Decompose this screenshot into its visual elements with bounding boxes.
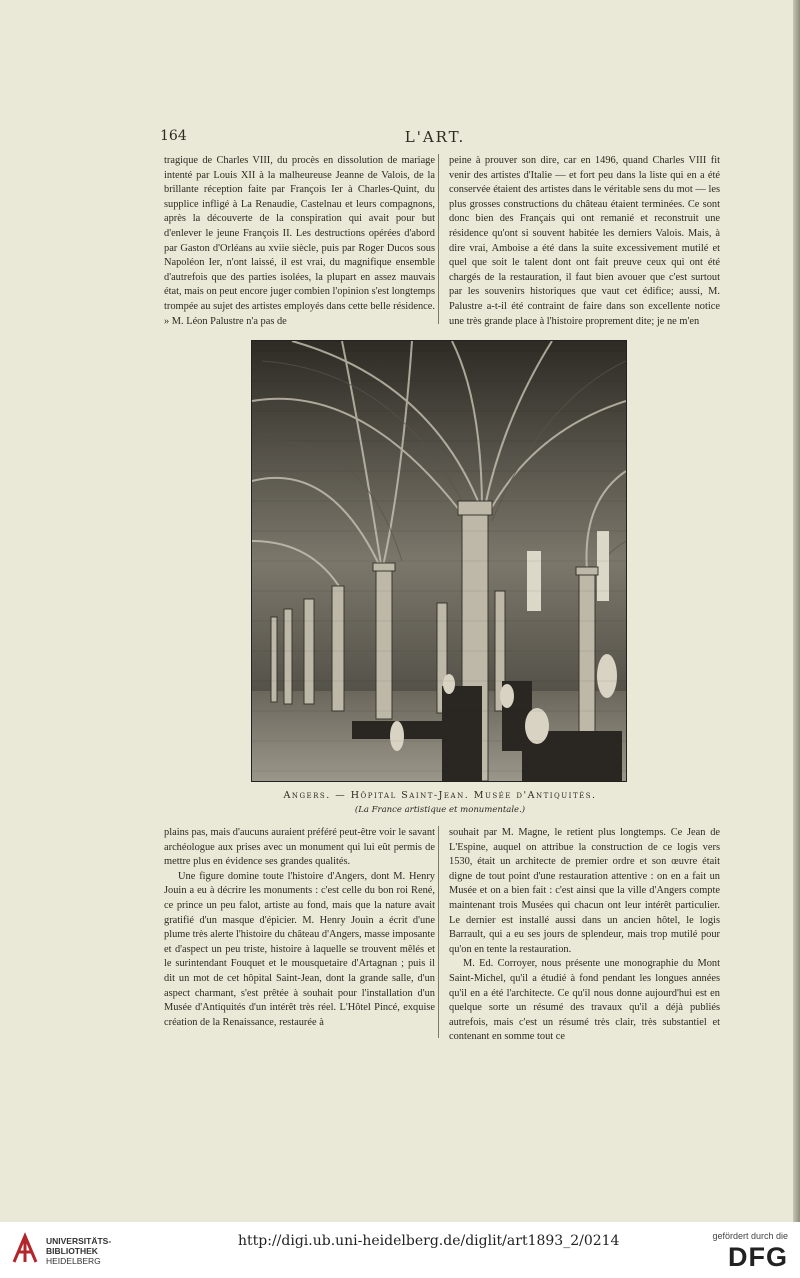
library-name-line: UNIVERSITÄTS- [46,1236,112,1246]
text-column-left-bottom [164,826,435,1030]
page-edge-shadow [793,0,800,1222]
university-library-logo-icon [10,1232,40,1266]
paragraph: souhait par M. Magne, le retient plus longtemps. Ce Jean de L'Espine, auquel on attribue la construction de ce logis vers 1530, était un architecte de premier ordre et son œuvre était digne de tout point d'une restauration attentive : on en a fait un Musée et on a bien fait : c'est ainsi que la ville d'Angers compte maintenant trois Musées qui chacun ont leur intérêt particulier. Le dernier est installé aussi dans un ancien hôtel, le logis Barrault, qui a eu ses jours de splendeur, mais trop mutilé pour qu'on en tente la restauration. [449,827,720,955]
column-divider [438,154,439,324]
footer-bar [0,1222,800,1278]
column-divider [438,826,439,1038]
text-column-left-top [164,154,435,329]
illustration-hospital-hall [251,340,627,782]
paragraph: tragique de Charles VIII, du procès en dissolution de mariage intenté par Louis XII à la malheureuse Jeanne de Valois, de la brillante réception faite par François Ier à Charles-Quint, du supplice infligé à La Renaudie, Castelnau et leurs compagnons, après la découverte de la conspiration qui avait pour but d'enlever le jeune François II. Les destructions opérées d'abord par Gaston d'Orléans au xviie siècle, puis par Roger Ducos sous Napoléon Ier, n'ont laissé, il est vrai, du magnifique ensemble d'autrefois que des parties isolées, la plupart en assez mauvais état, mais on peut encore juger combien l'opinion s'est longtemps trompée au sujet des artistes employés dans cette belle résidence. » M. Léon Palustre n'a pas de [164,155,435,327]
figure-caption: Angers. — Hôpital Saint-Jean. Musée d'Antiquités. [283,790,597,801]
dfg-logo: DFG [728,1242,788,1272]
engraving-image [252,341,626,781]
page-number: 164 [160,128,187,144]
digital-object-link[interactable]: http://digi.ub.uni-heidelberg.de/diglit/art1893_2/0214 [238,1233,620,1249]
paragraph: plains pas, mais d'aucuns auraient préféré peut-être voir le savant archéologue aux prises avec un monument qui lui eût permis de mettre plus en évidence ses grandes qualités. [164,827,435,868]
funding-label: gefördert durch die [712,1231,788,1241]
library-name-line: HEIDELBERG [46,1256,101,1266]
paragraph: M. Ed. Corroyer, nous présente une monographie du Mont Saint-Michel, qu'il a étudié à fond pendant les longues années qu'il en a été l'architecte. Ce qu'il nous donne aujourd'hui est en quelque sorte un résumé des travaux qu'il a déjà publiés autrefois, mais c'est un résumé très clair, très substantiel et contenant en somme tout ce [449,958,720,1043]
paragraph: Une figure domine toute l'histoire d'Angers, dont M. Henry Jouin a eu à décrire les monuments : c'est celle du bon roi René, ce prince un peu falot, artiste au fond, mais que la nature avait gratifié d'un masque d'épicier. M. Henry Jouin a écrit d'une plume très alerte l'histoire du château d'Angers, masse imposante et d'aspect un peu triste, histoire à laquelle se trouvent mêlés et le surintendant Fouquet et le mousquetaire d'Artagnan ; puis il dit un mot de cet hôpital Saint-Jean, dont la grande salle, d'un aspect charmant, s'est prêtée à souhait pour l'installation d'un Musée d'Antiquités d'un intérêt très réel. L'Hôtel Pincé, exquise création de la Renaissance, restaurée à [164,870,435,1028]
page-header [160,128,710,148]
figure-source: (La France artistique et monumentale.) [354,805,526,815]
text-column-right-bottom [449,826,720,1045]
library-name-line: BIBLIOTHEK [46,1246,98,1256]
library-name [46,1236,111,1266]
paragraph: peine à prouver son dire, car en 1496, quand Charles VIII fit venir des artistes d'Italie — et fort peu dans la liste qui en a été conservée étaient des artistes dans le véritable sens du mot — les plus grosses constructions du château étaient terminées. Ce sont donc bien des Français qui ont remanié et reconstruit une résidence qu'ont si souvent habitée les derniers Valois. Mais, à dire vrai, Amboise a été dans la suite excessivement mutilé et quel que soit le talent dont ont fait preuve ceux qui ont été chargés de la restauration, il faut bien avouer que c'est surtout par les souvenirs historiques que vaut cet édifice; aussi, M. Palustre a-t-il été contraint de faire dans son excellente notice une très grande place à l'histoire proprement dite; je ne m'en [449,155,720,327]
running-title: L'ART. [404,128,466,146]
text-column-right-top [449,154,720,329]
